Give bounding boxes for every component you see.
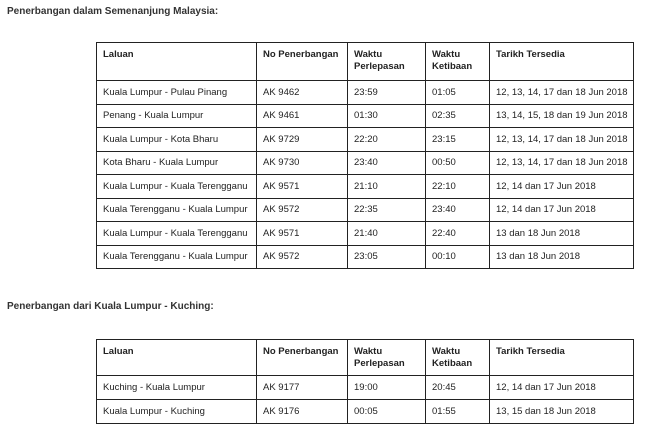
cell-available-dates: 13 dan 18 Jun 2018 xyxy=(490,222,634,246)
flights-table-kuching xyxy=(96,339,634,424)
cell-available-dates: 12, 14 dan 17 Jun 2018 xyxy=(490,376,634,400)
cell-flight-number: AK 9572 xyxy=(257,245,348,269)
table-row xyxy=(97,128,634,152)
column-header-available-dates: Tarikh Tersedia xyxy=(490,43,634,81)
cell-departure-time: 23:40 xyxy=(348,151,426,175)
cell-available-dates: 12, 14 dan 17 Jun 2018 xyxy=(490,198,634,222)
cell-route: Kuala Lumpur - Kuala Terengganu xyxy=(97,175,257,199)
cell-arrival-time: 01:55 xyxy=(426,400,490,424)
cell-available-dates: 13, 14, 15, 18 dan 19 Jun 2018 xyxy=(490,104,634,128)
cell-flight-number: AK 9176 xyxy=(257,400,348,424)
cell-route: Kuala Lumpur - Kota Bharu xyxy=(97,128,257,152)
cell-route: Kuala Terengganu - Kuala Lumpur xyxy=(97,245,257,269)
column-header-departure-time: Waktu Perlepasan xyxy=(348,340,426,376)
cell-arrival-time: 22:40 xyxy=(426,222,490,246)
cell-flight-number: AK 9462 xyxy=(257,81,348,105)
cell-departure-time: 22:20 xyxy=(348,128,426,152)
table-row xyxy=(97,175,634,199)
cell-available-dates: 13, 15 dan 18 Jun 2018 xyxy=(490,400,634,424)
cell-available-dates: 12, 13, 14, 17 dan 18 Jun 2018 xyxy=(490,151,634,175)
table-row xyxy=(97,81,634,105)
cell-departure-time: 23:59 xyxy=(348,81,426,105)
table-row xyxy=(97,151,634,175)
column-header-flight-number: No Penerbangan xyxy=(257,340,348,376)
cell-available-dates: 12, 13, 14, 17 dan 18 Jun 2018 xyxy=(490,128,634,152)
table-row xyxy=(97,376,634,400)
cell-available-dates: 12, 13, 14, 17 dan 18 Jun 2018 xyxy=(490,81,634,105)
column-header-route: Laluan xyxy=(97,340,257,376)
cell-available-dates: 12, 14 dan 17 Jun 2018 xyxy=(490,175,634,199)
cell-available-dates: 13 dan 18 Jun 2018 xyxy=(490,245,634,269)
cell-flight-number: AK 9571 xyxy=(257,222,348,246)
table-row xyxy=(97,222,634,246)
cell-flight-number: AK 9730 xyxy=(257,151,348,175)
table-row xyxy=(97,104,634,128)
cell-departure-time: 21:10 xyxy=(348,175,426,199)
cell-arrival-time: 00:10 xyxy=(426,245,490,269)
table-header-row xyxy=(97,340,634,376)
cell-route: Penang - Kuala Lumpur xyxy=(97,104,257,128)
cell-flight-number: AK 9571 xyxy=(257,175,348,199)
cell-flight-number: AK 9461 xyxy=(257,104,348,128)
flights-table-peninsular xyxy=(96,42,634,269)
cell-departure-time: 19:00 xyxy=(348,376,426,400)
cell-route: Kuala Lumpur - Kuching xyxy=(97,400,257,424)
table-row xyxy=(97,198,634,222)
cell-flight-number: AK 9729 xyxy=(257,128,348,152)
cell-arrival-time: 00:50 xyxy=(426,151,490,175)
section-heading-peninsular: Penerbangan dalam Semenanjung Malaysia: xyxy=(7,6,219,17)
cell-route: Kota Bharu - Kuala Lumpur xyxy=(97,151,257,175)
cell-route: Kuala Lumpur - Pulau Pinang xyxy=(97,81,257,105)
cell-departure-time: 00:05 xyxy=(348,400,426,424)
cell-route: Kuala Terengganu - Kuala Lumpur xyxy=(97,198,257,222)
cell-arrival-time: 23:15 xyxy=(426,128,490,152)
cell-flight-number: AK 9177 xyxy=(257,376,348,400)
column-header-arrival-time: Waktu Ketibaan xyxy=(426,340,490,376)
cell-arrival-time: 01:05 xyxy=(426,81,490,105)
table-header-row xyxy=(97,43,634,81)
cell-route: Kuala Lumpur - Kuala Terengganu xyxy=(97,222,257,246)
cell-flight-number: AK 9572 xyxy=(257,198,348,222)
cell-arrival-time: 22:10 xyxy=(426,175,490,199)
cell-departure-time: 21:40 xyxy=(348,222,426,246)
section-heading-kuching: Penerbangan dari Kuala Lumpur - Kuching: xyxy=(7,301,214,312)
column-header-route: Laluan xyxy=(97,43,257,81)
cell-arrival-time: 23:40 xyxy=(426,198,490,222)
table-row xyxy=(97,400,634,424)
cell-arrival-time: 20:45 xyxy=(426,376,490,400)
cell-route: Kuching - Kuala Lumpur xyxy=(97,376,257,400)
column-header-available-dates: Tarikh Tersedia xyxy=(490,340,634,376)
column-header-departure-time: Waktu Perlepasan xyxy=(348,43,426,81)
cell-departure-time: 01:30 xyxy=(348,104,426,128)
table-row xyxy=(97,245,634,269)
column-header-flight-number: No Penerbangan xyxy=(257,43,348,81)
cell-arrival-time: 02:35 xyxy=(426,104,490,128)
column-header-arrival-time: Waktu Ketibaan xyxy=(426,43,490,81)
cell-departure-time: 23:05 xyxy=(348,245,426,269)
cell-departure-time: 22:35 xyxy=(348,198,426,222)
